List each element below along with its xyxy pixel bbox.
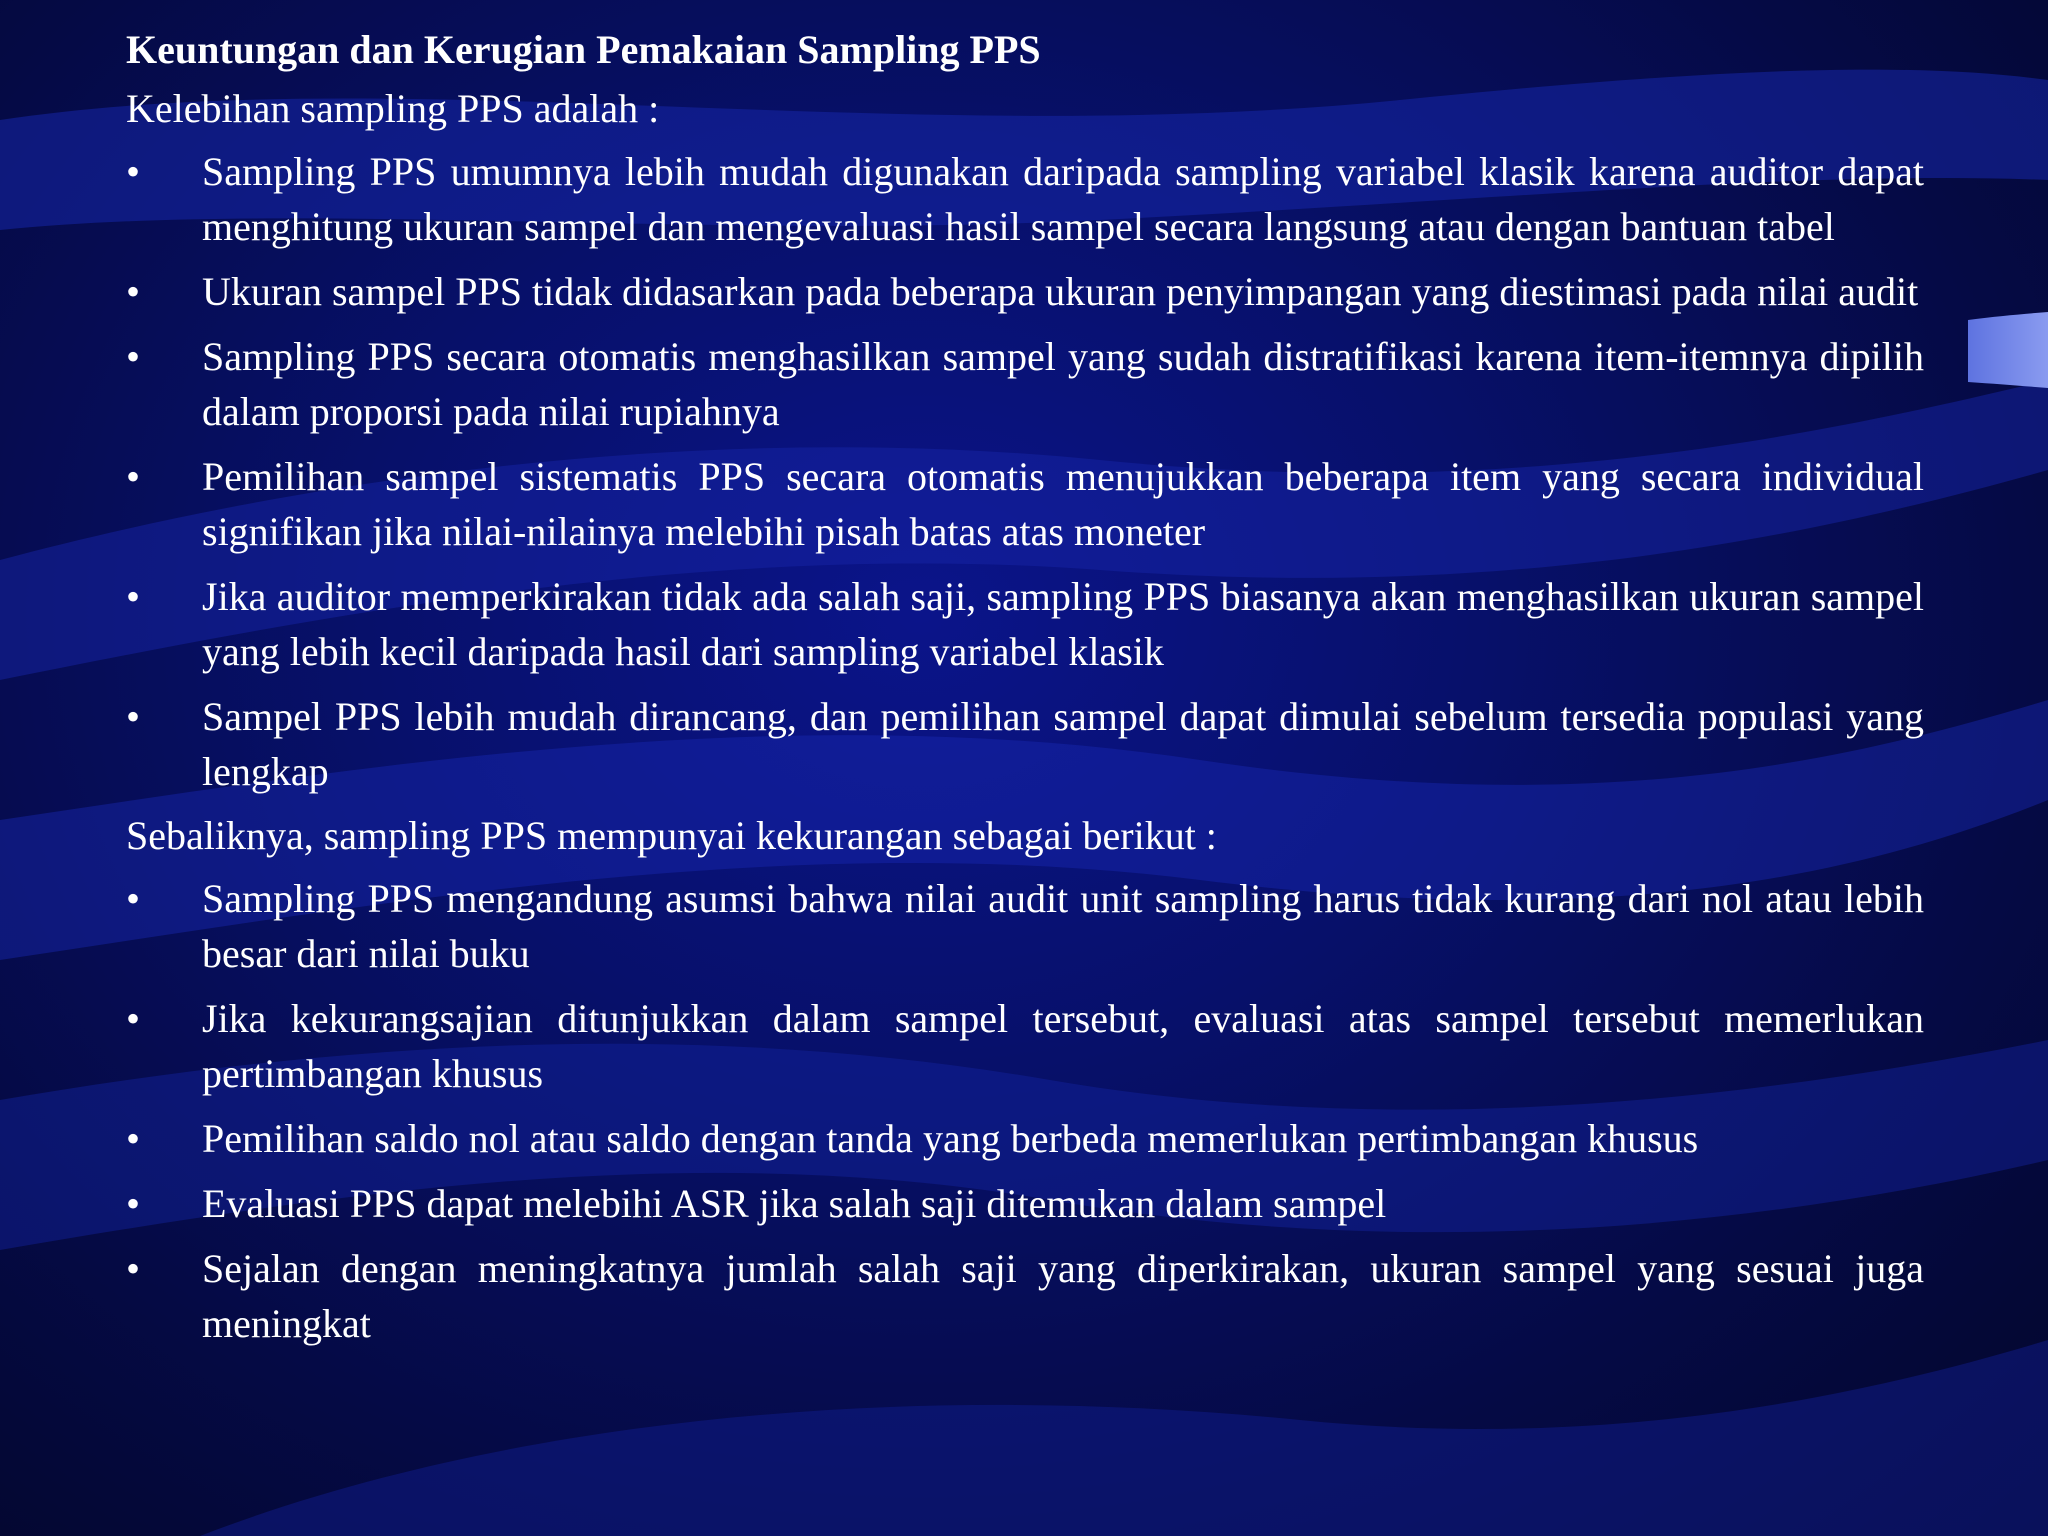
advantage-text: Pemilihan sampel sistematis PPS secara otomatis menujukkan beberapa item yang secara individual signifikan jika nilai-nilainya melebihi pisah batas atas moneter <box>202 454 1924 554</box>
disadvantage-item <box>126 991 1924 1101</box>
advantage-item <box>126 144 1924 254</box>
advantage-item <box>126 449 1924 559</box>
bullet-icon: • <box>126 334 141 379</box>
advantage-text: Sampling PPS secara otomatis menghasilkan sampel yang sudah distratifikasi karena item-itemnya dipilih dalam proporsi pada nilai rupiahnya <box>202 334 1924 434</box>
bullet-icon: • <box>126 876 141 921</box>
bullet-icon: • <box>126 574 141 619</box>
advantage-item <box>126 264 1924 319</box>
disadvantage-text: Sampling PPS mengandung asumsi bahwa nilai audit unit sampling harus tidak kurang dari nol atau lebih besar dari nilai buku <box>202 876 1924 976</box>
disadvantage-item <box>126 1111 1924 1166</box>
disadvantage-text: Evaluasi PPS dapat melebihi ASR jika salah saji ditemukan dalam sampel <box>202 1181 1387 1226</box>
disadvantages-list <box>126 871 1924 1351</box>
advantage-text: Sampel PPS lebih mudah dirancang, dan pemilihan sampel dapat dimulai sebelum tersedia populasi yang lengkap <box>202 694 1924 794</box>
slide-title: Keuntungan dan Kerugian Pemakaian Sampling PPS <box>126 27 1041 72</box>
bullet-icon: • <box>126 694 141 739</box>
bullet-icon: • <box>126 1181 141 1226</box>
advantage-item <box>126 689 1924 799</box>
advantages-intro: Kelebihan sampling PPS adalah : <box>126 86 660 131</box>
disadvantage-item <box>126 1176 1924 1231</box>
disadvantage-text: Jika kekurangsajian ditunjukkan dalam sampel tersebut, evaluasi atas sampel tersebut memerlukan pertimbangan khusus <box>202 996 1924 1096</box>
disadvantage-text: Pemilihan saldo nol atau saldo dengan tanda yang berbeda memerlukan pertimbangan khusus <box>202 1116 1699 1161</box>
disadvantage-item <box>126 871 1924 981</box>
bullet-icon: • <box>126 149 141 194</box>
advantages-list <box>126 144 1924 799</box>
disadvantage-text: Sejalan dengan meningkatnya jumlah salah saji yang diperkirakan, ukuran sampel yang sesuai juga meningkat <box>202 1246 1924 1346</box>
advantage-item <box>126 329 1924 439</box>
bullet-icon: • <box>126 1116 141 1161</box>
bullet-icon: • <box>126 996 141 1041</box>
side-tab-decoration <box>1968 312 2048 388</box>
advantage-text: Sampling PPS umumnya lebih mudah digunakan daripada sampling variabel klasik karena auditor dapat menghitung ukuran sampel dan mengevaluasi hasil sampel secara langsung atau dengan bantuan tabel <box>202 149 1924 249</box>
advantage-item <box>126 569 1924 679</box>
bullet-icon: • <box>126 454 141 499</box>
advantage-text: Jika auditor memperkirakan tidak ada salah saji, sampling PPS biasanya akan menghasilkan ukuran sampel yang lebih kecil daripada hasil dari sampling variabel klasik <box>202 574 1924 674</box>
disadvantage-item <box>126 1241 1924 1351</box>
bullet-icon: • <box>126 1246 141 1291</box>
advantage-text: Ukuran sampel PPS tidak didasarkan pada beberapa ukuran penyimpangan yang diestimasi pada nilai audit <box>202 269 1919 314</box>
disadvantages-intro: Sebaliknya, sampling PPS mempunyai kekurangan sebagai berikut : <box>126 813 1217 858</box>
slide-content <box>126 20 1924 1361</box>
bullet-icon: • <box>126 269 141 314</box>
